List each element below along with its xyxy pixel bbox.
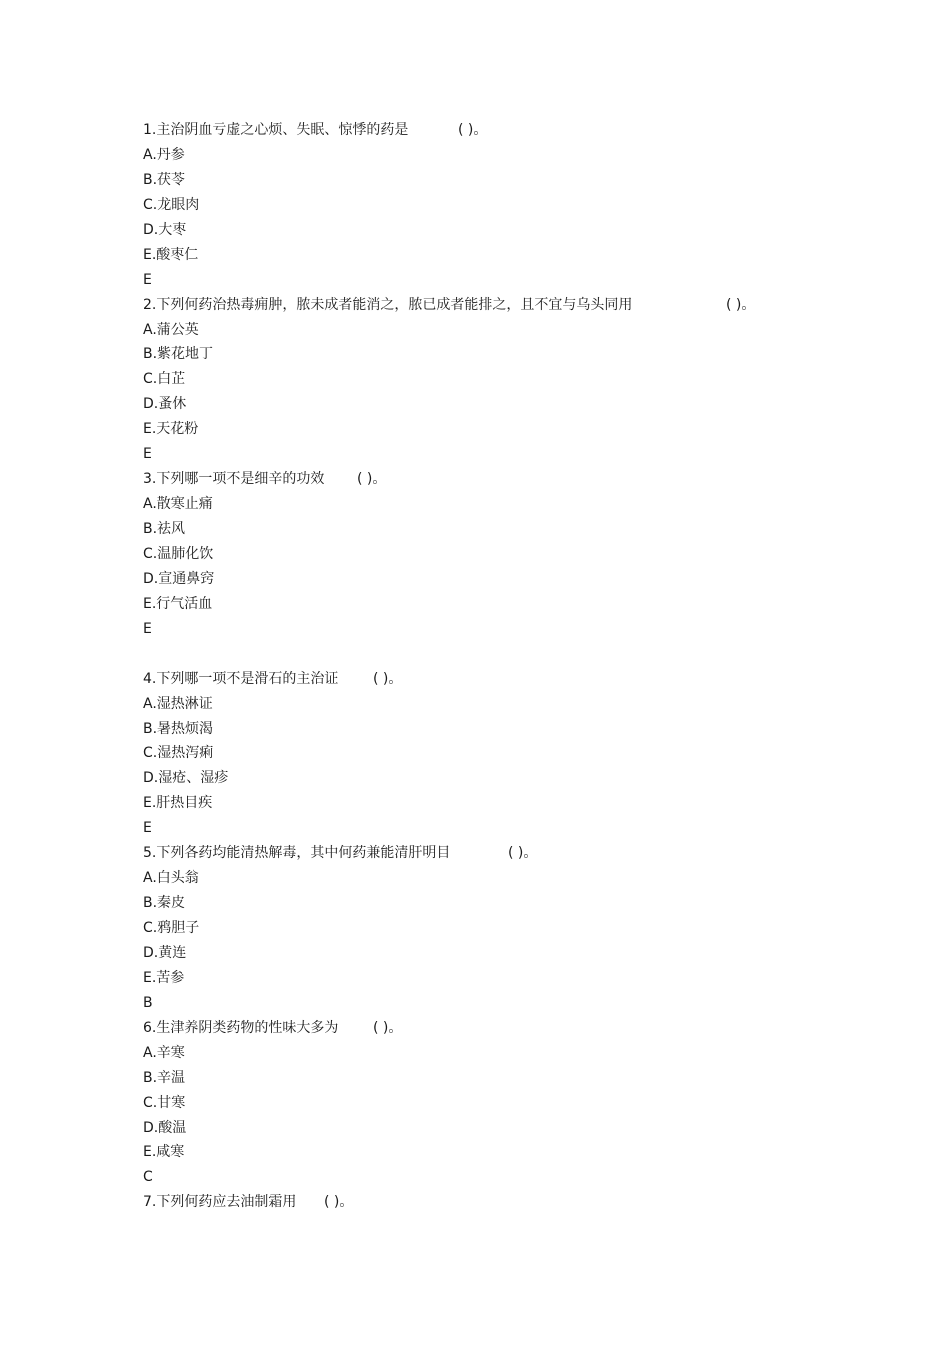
option-b: B.祛风 — [143, 521, 186, 537]
question-stem — [143, 667, 863, 692]
option-c: C.温肺化饮 — [143, 545, 214, 562]
blank-line — [143, 642, 863, 667]
option-d: D.黄连 — [143, 944, 187, 961]
question-text: 4.下列哪一项不是滑石的主治证 — [143, 670, 339, 687]
question-5 — [143, 841, 863, 1016]
option-c: C.湿热泻痢 — [143, 745, 214, 762]
question-text: 1.主治阴血亏虚之心烦、失眠、惊悸的药是 — [143, 122, 409, 138]
option-a: A.蒲公英 — [143, 321, 199, 338]
option-c: C.鸦胆子 — [143, 920, 200, 936]
answer-key: E — [143, 271, 152, 288]
option-a: A.散寒止痛 — [143, 496, 213, 513]
option-e: E.咸寒 — [143, 1144, 185, 1161]
option-e: E.天花粉 — [143, 421, 199, 438]
option-c: C.甘寒 — [143, 1094, 186, 1111]
question-text: 7.下列何药应去油制霜用 — [143, 1194, 297, 1211]
option-a: A.丹参 — [143, 146, 185, 163]
answer-blank: ( )。 — [508, 845, 538, 862]
option-e: E.苦参 — [143, 969, 185, 986]
option-d: D.宣通鼻窍 — [143, 570, 215, 587]
answer-blank: ( )。 — [324, 1194, 354, 1211]
document-page — [143, 118, 863, 1215]
question-stem — [143, 841, 863, 866]
option-a: A.辛寒 — [143, 1044, 185, 1061]
question-2 — [143, 293, 863, 468]
question-3 — [143, 467, 863, 642]
answer-blank: ( )。 — [373, 670, 403, 687]
option-a: A.湿热淋证 — [143, 695, 213, 712]
option-b: B.秦皮 — [143, 895, 186, 912]
question-7 — [143, 1190, 863, 1215]
option-b: B.暑热烦渴 — [143, 720, 214, 737]
option-b: B.紫花地丁 — [143, 346, 214, 363]
answer-blank: ( )。 — [726, 296, 756, 313]
option-e: E.酸枣仁 — [143, 246, 199, 263]
answer-key: C — [143, 1169, 153, 1186]
option-d: D.湿疮、湿疹 — [143, 770, 229, 787]
option-d: D.大枣 — [143, 221, 187, 238]
answer-key: B — [143, 994, 153, 1011]
option-a: A.白头翁 — [143, 870, 199, 887]
option-c: C.龙眼肉 — [143, 196, 200, 213]
question-1 — [143, 118, 863, 293]
option-c: C.白芷 — [143, 371, 186, 388]
question-text: 3.下列哪一项不是细辛的功效 — [143, 471, 325, 488]
question-stem — [143, 467, 863, 492]
option-b: B.辛温 — [143, 1069, 186, 1086]
answer-key: E — [143, 446, 152, 463]
answer-key: E — [143, 820, 152, 837]
option-d: D.酸温 — [143, 1119, 187, 1136]
option-e: E.肝热目疾 — [143, 795, 213, 812]
answer-blank: ( )。 — [373, 1019, 403, 1036]
question-stem — [143, 293, 863, 318]
answer-key: E — [143, 620, 152, 637]
option-e: E.行气活血 — [143, 595, 213, 612]
question-text: 5.下列各药均能清热解毒，其中何药兼能清肝明目 — [143, 845, 451, 862]
option-b: B.茯苓 — [143, 171, 186, 188]
question-stem — [143, 1190, 863, 1215]
question-text: 6.生津养阴类药物的性味大多为 — [143, 1019, 339, 1036]
option-d: D.蚤休 — [143, 396, 187, 413]
question-6 — [143, 1016, 863, 1191]
answer-blank: ( )。 — [357, 471, 387, 488]
question-stem — [143, 118, 863, 143]
answer-blank: ( )。 — [458, 122, 488, 138]
question-4 — [143, 667, 863, 842]
question-text: 2.下列何药治热毒痈肿，脓未成者能消之，脓已成者能排之，且不宜与乌头同用 — [143, 296, 633, 313]
question-stem — [143, 1016, 863, 1041]
